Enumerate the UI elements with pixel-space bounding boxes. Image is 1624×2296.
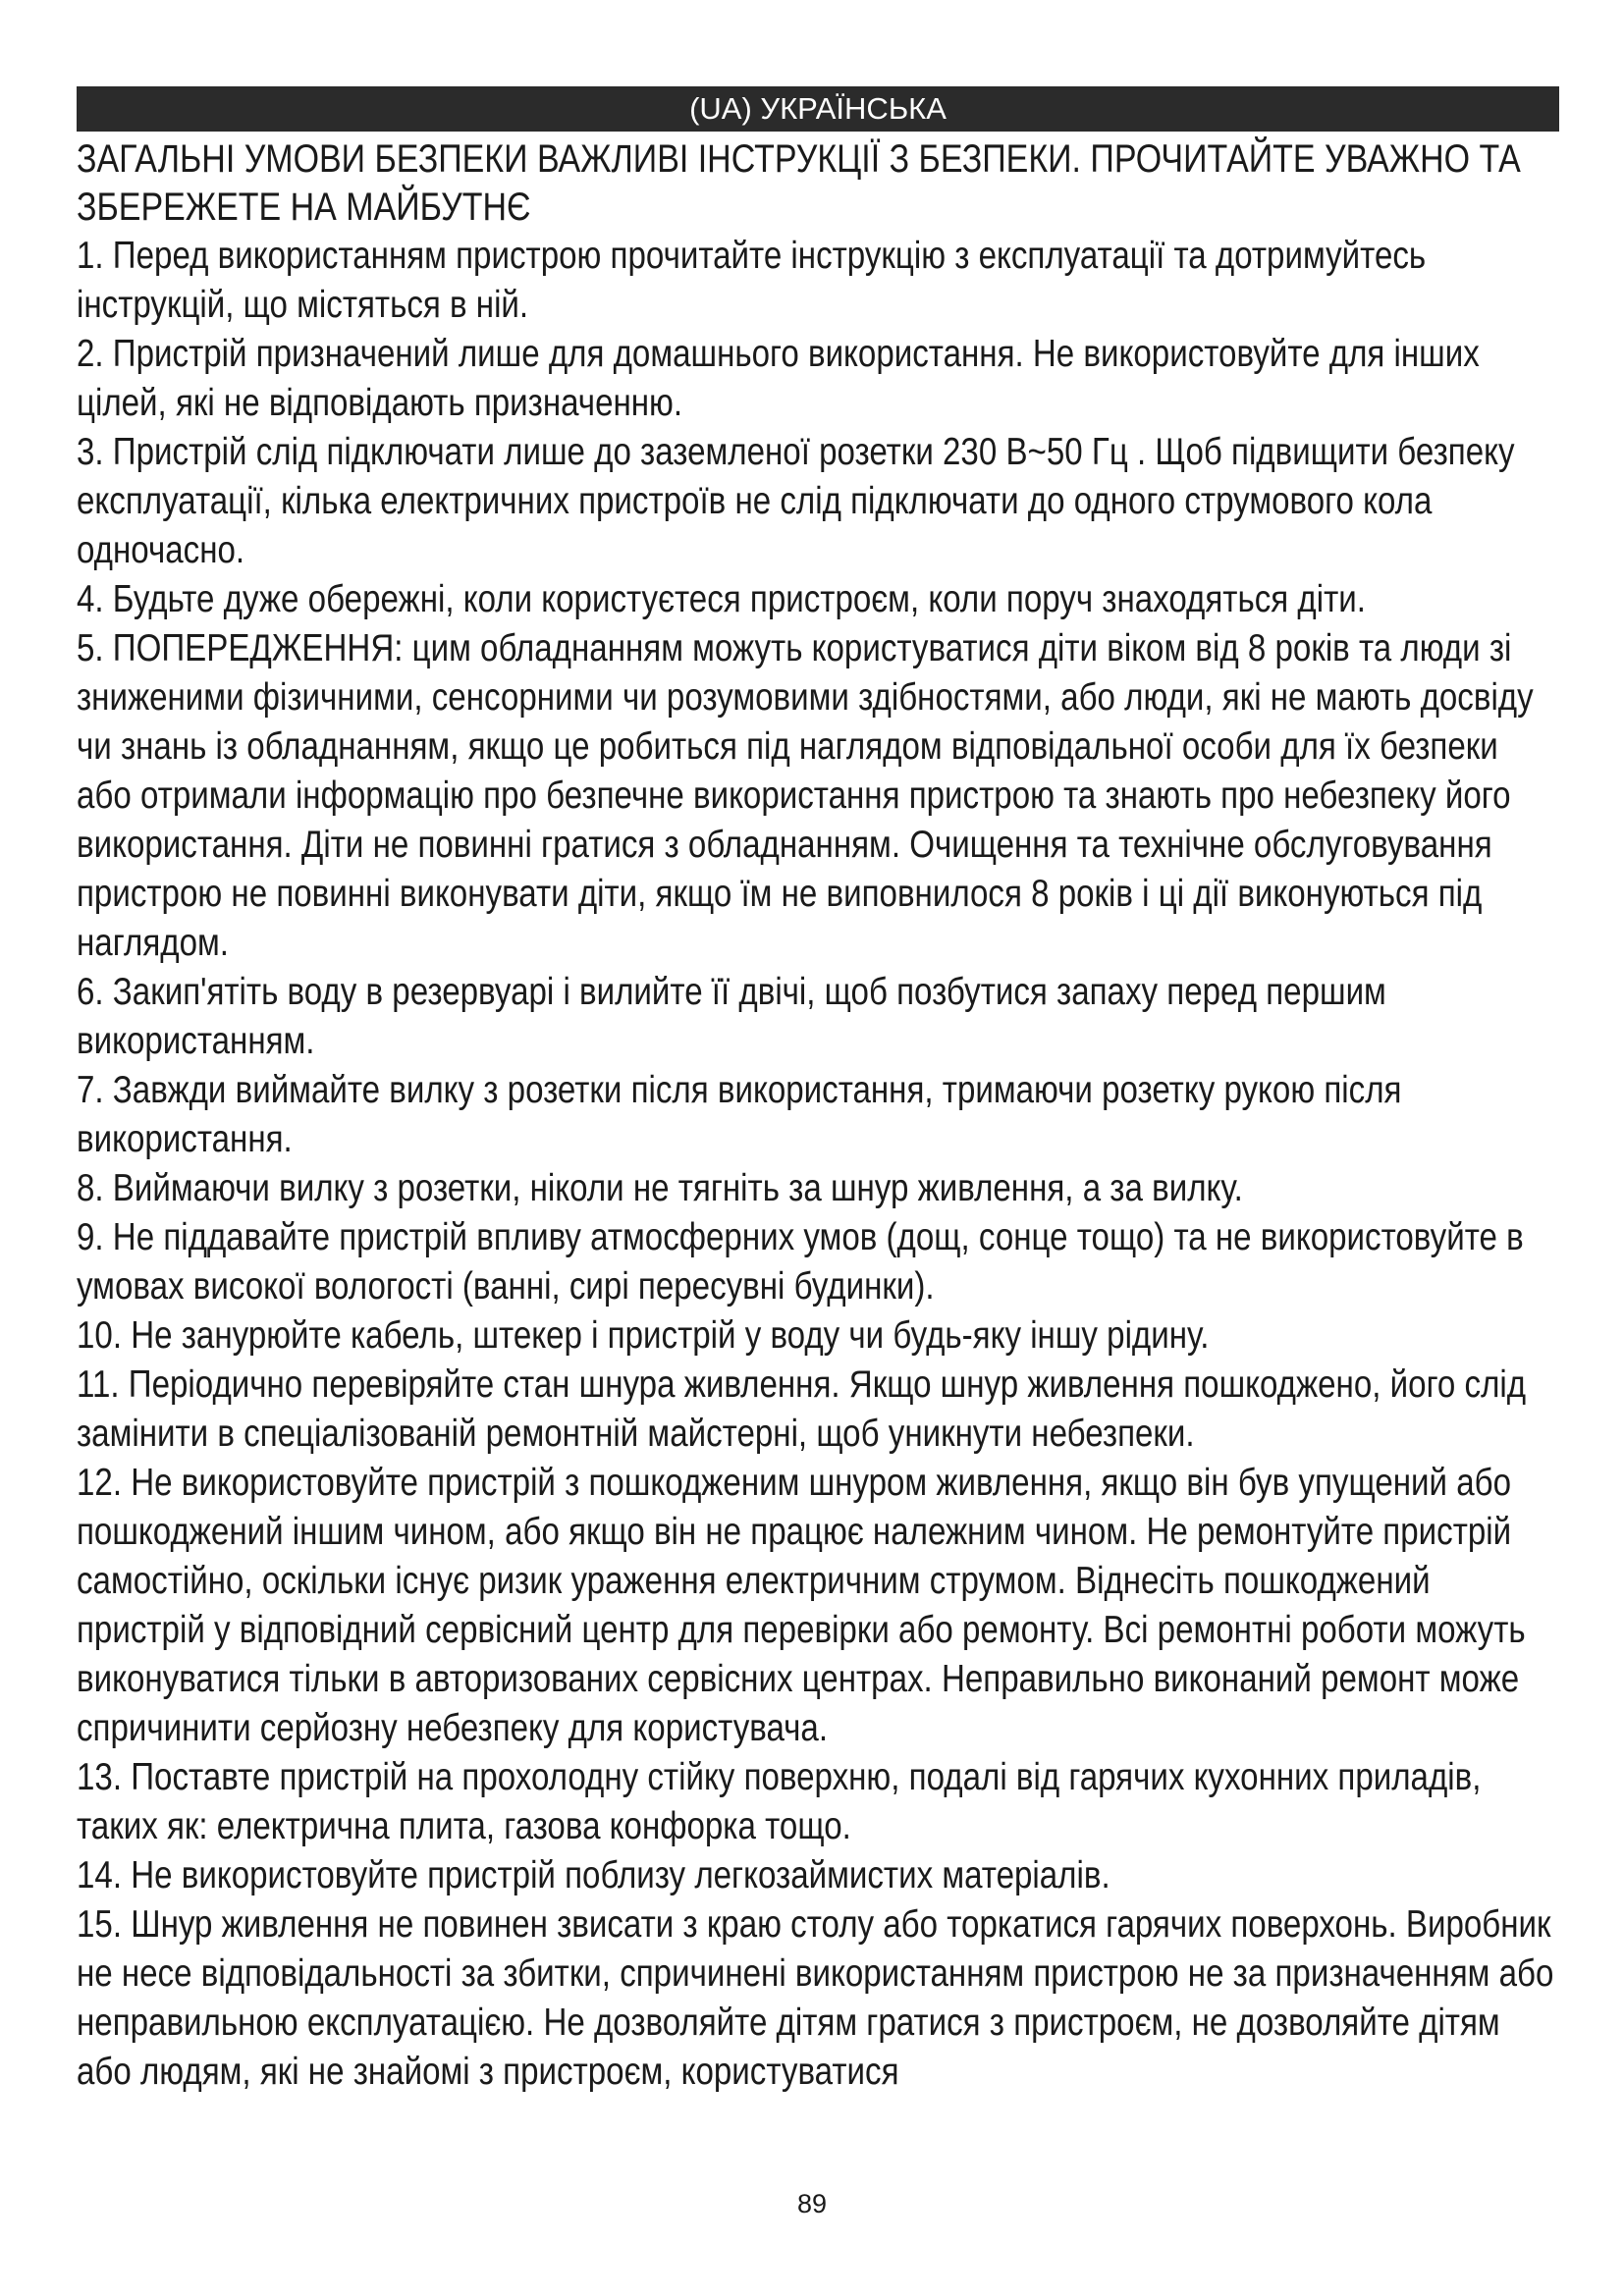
section-heading: ЗАГАЛЬНІ УМОВИ БЕЗПЕКИ ВАЖЛИВІ ІНСТРУКЦІЇ З БЕЗПЕКИ. ПРОЧИТАЙТЕ УВАЖНО ТА ЗБЕРЕЖЕТЕ НА МАЙБУТНЄ: [77, 137, 1521, 229]
list-item: 1. Перед використанням пристрою прочитайте інструкцію з експлуатації та дотримуйтесь інструкцій, що містяться в ній.: [77, 235, 1427, 326]
list-item: 8. Виймаючи вилку з розетки, ніколи не тягніть за шнур живлення, а за вилку.: [77, 1167, 1243, 1209]
document-page: [77, 86, 1559, 2097]
list-item: 13. Поставте пристрій на прохолодну стійку поверхню, подалі від гарячих кухонних приладів, таких як: електрична плита, газова конфорка тощо.: [77, 1756, 1482, 1847]
language-label: (UA) УКРАЇНСЬКА: [689, 91, 947, 126]
list-item: 11. Періодично перевіряйте стан шнура живлення. Якщо шнур живлення пошкоджено, його слід замінити в спеціалізованій ремонтній майстерні, щоб уникнути небезпеки.: [77, 1363, 1527, 1455]
list-item: 5. ПОПЕРЕДЖЕННЯ: цим обладнанням можуть користуватися діти віком від 8 років та люди зі зниженими фізичними, сенсорними чи розумовими здібностями, або люди, які не мають досвіду чи знань із обладнанням, якщо це робиться під наглядом відповідальної особи для їх безпеки або отримали інформацію про безпечне використання пристрою та знають про небезпеку його використання. Діти не повинні гратися з обладнанням. Очищення та технічне обслуговування пристрою не повинні виконувати діти, якщо їм не виповнилося 8 років і ці дії виконуються під наглядом.: [77, 627, 1534, 964]
language-header-bar: [77, 86, 1559, 132]
list-item: 10. Не занурюйте кабель, штекер і пристрій у воду чи будь-яку іншу рідину.: [77, 1314, 1210, 1357]
list-item: 7. Завжди виймайте вилку з розетки після використання, тримаючи розетку рукою після використання.: [77, 1069, 1402, 1160]
list-item: 2. Пристрій призначений лише для домашнього використання. Не використовуйте для інших цілей, які не відповідають призначенню.: [77, 333, 1480, 424]
safety-instructions-list: [77, 232, 1559, 2097]
list-item: 4. Будьте дуже обережні, коли користуєтеся пристроєм, коли поруч знаходяться діти.: [77, 578, 1366, 620]
list-item: 12. Не використовуйте пристрій з пошкодженим шнуром живлення, якщо він був упущений або пошкоджений іншим чином, або якщо він не працює належним чином. Не ремонтуйте пристрій самостійно, оскільки існує ризик ураження електричним струмом. Віднесіть пошкоджений пристрій у відповідний сервісний центр для перевірки або ремонту. Всі ремонтні роботи можуть виконуватися тільки в авторизованих сервісних центрах. Неправильно виконаний ремонт може спричинити серйозну небезпеку для користувача.: [77, 1462, 1526, 1749]
list-item: 3. Пристрій слід підключати лише до заземленої розетки 230 В~50 Гц . Щоб підвищити безпеку експлуатації, кілька електричних пристроїв не слід підключати до одного струмового кола одночасно.: [77, 431, 1515, 571]
list-item: 15. Шнур живлення не повинен звисати з краю столу або торкатися гарячих поверхонь. Виробник не несе відповідальності за збитки, спричинені використанням пристрою не за призначенням або неправильною експлуатацією. Не дозволяйте дітям гратися з пристроєм, не дозволяйте дітям або людям, які не знайомі з пристроєм, користуватися: [77, 1903, 1554, 2093]
list-item: 6. Закип'ятіть воду в резервуарі і вилийте її двічі, щоб позбутися запаху перед першим використанням.: [77, 971, 1386, 1062]
page-number: 89: [796, 2189, 828, 2218]
list-item: 14. Не використовуйте пристрій поблизу легкозаймистих матеріалів.: [77, 1854, 1110, 1896]
list-item: 9. Не піддавайте пристрій впливу атмосферних умов (дощ, сонце тощо) та не використовуйте в умовах високої вологості (ванні, сирі пересувні будинки).: [77, 1216, 1524, 1308]
